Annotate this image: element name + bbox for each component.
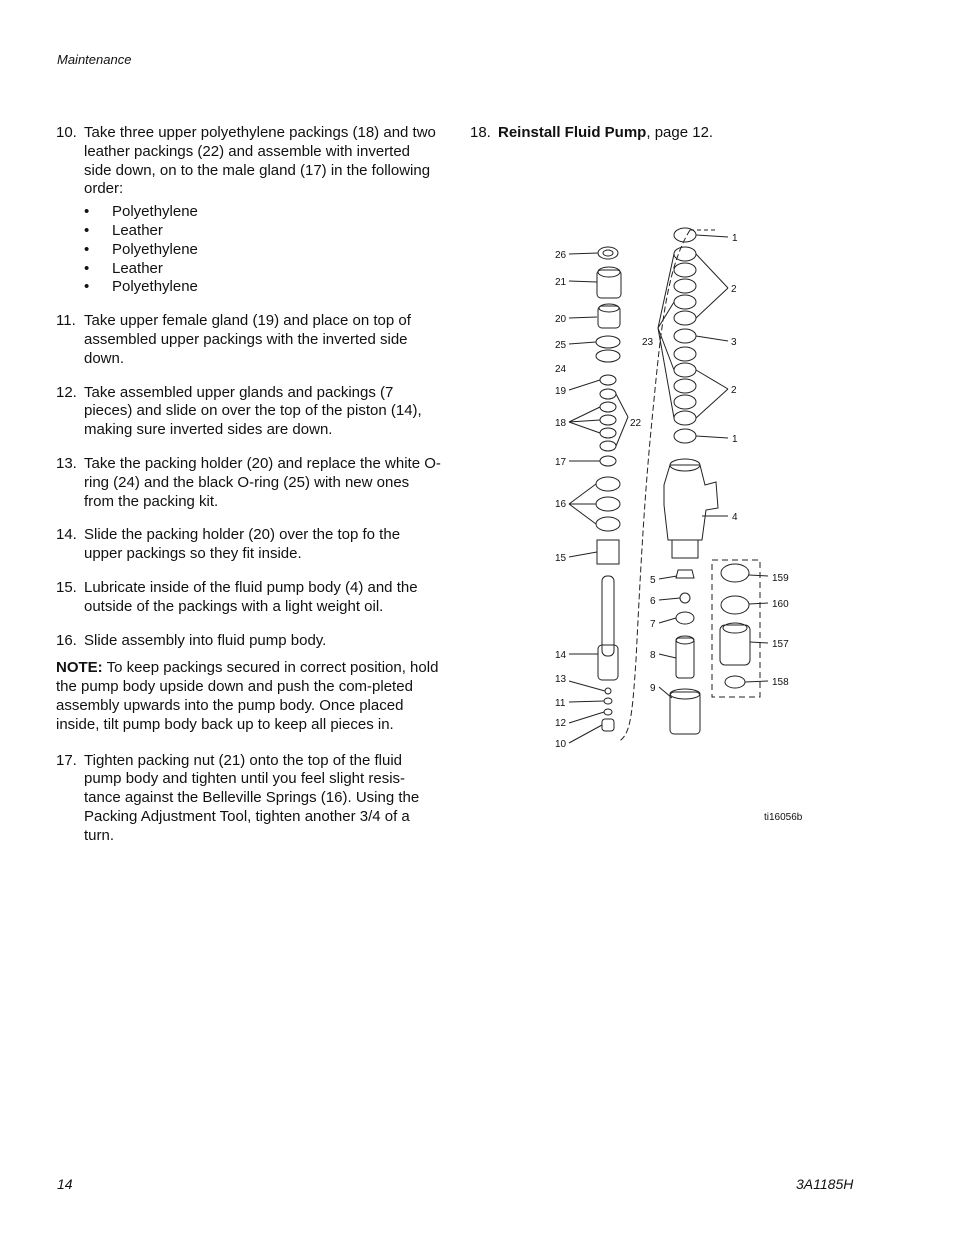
step-text: Take the packing holder (20) and replace the white O-ring (24) and the black O-ring (25) with new ones from the packing kit.	[84, 454, 441, 510]
exploded-view-svg	[540, 220, 830, 830]
step-number: 16.	[56, 631, 77, 649]
callout-8: 8	[650, 650, 656, 661]
callout-159: 159	[772, 573, 789, 584]
part-15	[597, 540, 619, 564]
part-25	[596, 336, 620, 348]
figure-id: ti16056b	[764, 812, 803, 823]
part-21	[597, 270, 621, 298]
part-20	[598, 306, 620, 328]
step-link-title: Reinstall Fluid Pump	[498, 124, 647, 141]
document-id: 3A1185H	[796, 1176, 854, 1192]
list-item: • Leather	[84, 221, 163, 239]
assembly-guide-line	[618, 230, 690, 742]
callout-14: 14	[555, 650, 567, 661]
callout-2-bottom: 2	[731, 385, 737, 396]
note-text: To keep packings secured in correct position, hold the pump body upside down and push the com-pleted assembly upwards into the pump body. Once placed inside, tilt pump body back up to keep all pieces in.	[56, 659, 439, 733]
part-7	[676, 612, 694, 624]
part-19	[600, 375, 616, 385]
right-column	[470, 124, 870, 158]
part-1-bottom	[674, 429, 696, 443]
list-item: • Polyethylene	[84, 203, 198, 221]
callout-158: 158	[772, 677, 789, 688]
part-14-piston	[602, 576, 614, 656]
note-label: NOTE:	[56, 659, 103, 677]
callout-9: 9	[650, 683, 656, 694]
list-item: • Polyethylene	[84, 240, 198, 258]
part-22	[600, 428, 616, 438]
part-6	[680, 593, 690, 603]
callout-16: 16	[555, 499, 567, 510]
step-18	[470, 124, 870, 143]
note-paragraph	[56, 659, 441, 734]
step-13	[56, 455, 441, 511]
step-text: Reinstall Fluid Pump, page 12.	[498, 124, 714, 141]
step-number: 14.	[56, 526, 77, 544]
callout-22: 22	[630, 418, 642, 429]
part-9-nut	[670, 692, 700, 734]
callout-12: 12	[555, 718, 567, 729]
callout-23: 23	[642, 337, 654, 348]
step-number: 17.	[56, 751, 77, 769]
step-17	[56, 752, 441, 846]
part-26	[598, 247, 618, 259]
callout-6: 6	[650, 596, 656, 607]
left-column	[56, 124, 441, 861]
callout-2-top: 2	[731, 284, 737, 295]
part-4-pump-body	[664, 465, 718, 540]
step-number: 15.	[56, 578, 77, 596]
callout-1-top: 1	[732, 233, 738, 244]
part-2-top	[674, 279, 696, 293]
callout-10: 10	[555, 739, 567, 750]
section-header: Maintenance	[57, 52, 132, 67]
callout-20: 20	[555, 314, 567, 325]
step-number: 11.	[56, 312, 76, 330]
part-16	[596, 477, 620, 491]
callout-24: 24	[555, 364, 567, 375]
callout-5: 5	[650, 575, 656, 586]
step-16	[56, 632, 441, 651]
callout-4: 4	[732, 512, 738, 523]
callout-160: 160	[772, 599, 789, 610]
part-18	[600, 415, 616, 425]
part-2-bottom	[674, 379, 696, 393]
step-text: Take upper female gland (19) and place on top of assembled upper packings with the inverted side down.	[84, 312, 411, 367]
step-11	[56, 312, 441, 368]
step-number: 12.	[56, 383, 77, 401]
callout-7: 7	[650, 619, 656, 630]
list-item: • Leather	[84, 259, 163, 277]
fluid-pump-exploded-diagram	[540, 220, 830, 830]
part-3	[674, 329, 696, 343]
callout-18: 18	[555, 418, 567, 429]
callout-15: 15	[555, 553, 567, 564]
callout-21: 21	[555, 277, 567, 288]
part-158	[725, 676, 745, 688]
callout-25: 25	[555, 340, 567, 351]
part-5	[676, 570, 694, 578]
step-text: Slide assembly into fluid pump body.	[84, 631, 327, 649]
step-number: 10.	[56, 124, 77, 141]
packing-order-list	[84, 203, 441, 297]
callout-157: 157	[772, 639, 789, 650]
step-number: 13.	[56, 454, 77, 472]
part-17	[600, 456, 616, 466]
step-14	[56, 526, 441, 564]
step-text: Slide the packing holder (20) over the top fo the upper packings so they fit inside.	[84, 526, 401, 563]
callout-26: 26	[555, 250, 567, 261]
callout-11: 11	[555, 698, 566, 709]
callout-13: 13	[555, 674, 567, 685]
callout-17: 17	[555, 457, 567, 468]
callout-3: 3	[731, 337, 737, 348]
step-text: Take three upper polyethylene packings (18) and two leather packings (22) and assemble with inverted side down, on to the male gland (17) in the following order:	[84, 124, 436, 198]
step-10	[56, 124, 441, 297]
part-24	[596, 350, 620, 362]
list-item: • Polyethylene	[84, 278, 198, 296]
part-13	[605, 688, 611, 694]
step-12	[56, 384, 441, 440]
step-15	[56, 579, 441, 617]
step-text: Tighten packing nut (21) onto the top of the fluid pump body and tighten until you feel slight resis-tance against the Belleville Springs (16). Using the Packing Adjustment Tool, tighten another 3/4 of a turn.	[84, 751, 420, 844]
step-text: Take assembled upper glands and packings (7 pieces) and slide on over the top of the piston (14), making sure inverted sides are down.	[84, 383, 422, 439]
part-160	[721, 596, 749, 614]
callout-19: 19	[555, 386, 567, 397]
page-number: 14	[57, 1176, 73, 1192]
part-10	[602, 719, 614, 731]
part-12	[604, 709, 612, 715]
step-text: Lubricate inside of the fluid pump body (4) and the outside of the packings with a light weight oil.	[84, 578, 418, 615]
callout-1-bottom: 1	[732, 434, 738, 445]
step-number: 18.	[470, 124, 491, 141]
part-11	[604, 698, 612, 704]
part-159	[721, 564, 749, 582]
